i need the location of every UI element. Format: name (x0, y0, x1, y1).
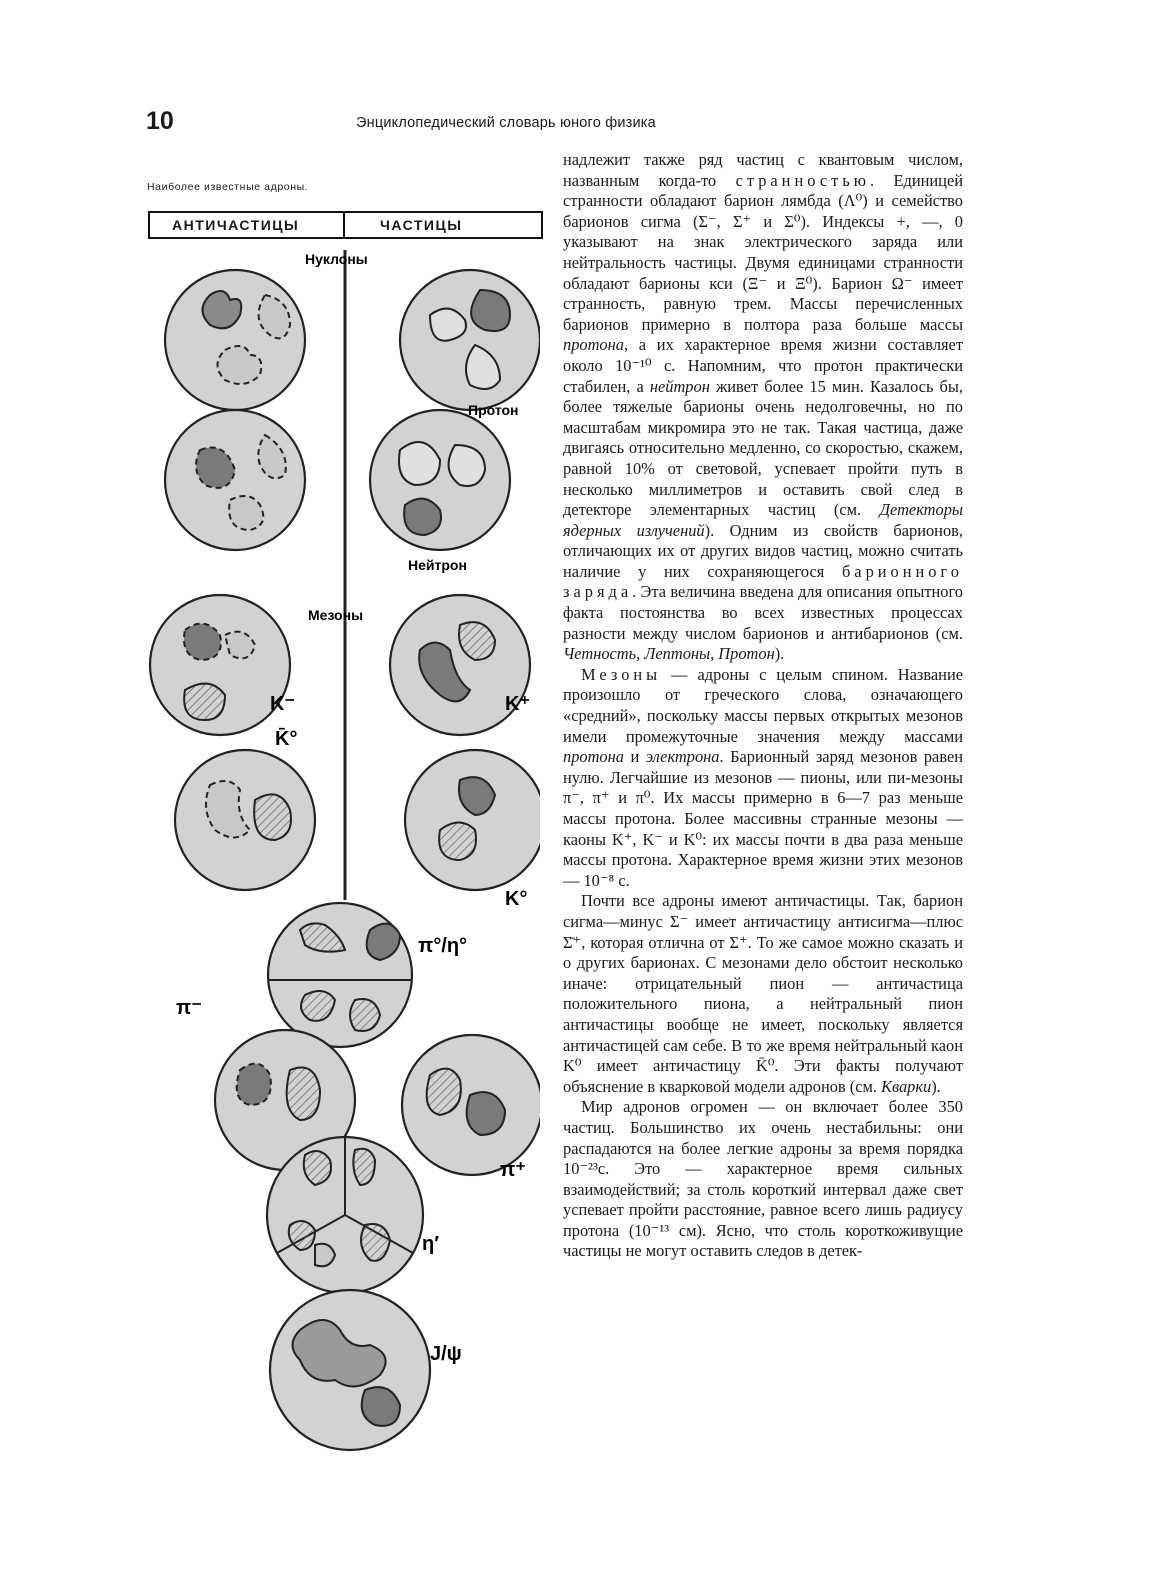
k0-bar-circle (175, 750, 315, 890)
header-divider (343, 211, 345, 239)
col-particles: ЧАСТИЦЫ (380, 217, 463, 233)
page-number: 10 (146, 107, 174, 135)
hadrons-figure (140, 240, 540, 1470)
antiproton-circle (165, 270, 305, 410)
label-pi0-eta0: π°/η° (418, 935, 468, 957)
running-title: Энциклопедический словарь юного физика (356, 115, 656, 131)
label-proton: Протон (468, 402, 519, 418)
paragraph-baryons: надлежит также ряд частиц с квантовым числом, названным когда-то странностью. Единицей странности обладают барион лямбда (Λ⁰) и семейство барионов сигма (Σ⁻, Σ⁺ и Σ⁰). Индексы +, —, 0 указывают на знак электрического заряда или нейтральность частицы. Двумя единицами странности обладают барионы кси (Ξ⁻ и Ξ⁰). Барион Ω⁻ имеет странность, равную трем. Массы перечисленных барионов примерно в полтора раза больше массы протона, а их характерное время жизни составляет около 10⁻¹⁰ с. Напомним, что протон практически стабилен, а нейтрон живет более 15 мин. Казалось бы, более тяжелые барионы очень недолговечны, но по масштабам микромира это не так. Такая частица, даже двигаясь относительно медленно, со скоростью, скажем, равной 10% от световой, успевает пройти путь в несколько миллиметров и оставить свой след в детекторе элементарных частиц (см. Детекторы ядерных излучений). Одним из свойств барионов, отличающих их от других видов частиц, можно считать наличие у них сохраняющегося барионного заряда. Эта величина введена для описания опытного факта постоянства во всех известных процессах разности между числом барионов и антибарионов (см. Четность, Лептоны, Протон). (563, 150, 963, 664)
label-jpsi: J/ψ (430, 1343, 462, 1365)
label-k0: K° (505, 888, 528, 910)
k0-circle (405, 750, 540, 890)
label-k-minus: K⁻ (270, 693, 295, 715)
label-pi-minus: π⁻ (176, 997, 202, 1019)
proton-circle (400, 270, 540, 410)
label-pi-plus: π⁺ (500, 1159, 526, 1181)
label-k-plus: K⁺ (505, 693, 530, 715)
paragraph-mesons: Мезоны — адроны с целым спином. Название произошло от греческого слова, означающего «средний», поскольку массы первых открытых мезонов имели промежуточные значения между массами протона и электрона. Барионный заряд мезонов равен нулю. Легчайшие из мезонов — пионы, или пи-мезоны π⁻, π⁺ и π⁰. Их массы примерно в 6—7 раз меньше массы протона. Более массивны странные мезоны — каоны K⁺, K⁻ и K⁰: их массы почти в два раза меньше массы протона. Характерное время жизни этих мезонов — 10⁻⁸ с. (563, 664, 964, 890)
label-neutron: Нейтрон (408, 557, 467, 573)
antineutron-circle (165, 410, 305, 550)
neutron-circle (370, 410, 510, 550)
figure-column-header (148, 211, 543, 239)
label-eta-prime: η′ (422, 1233, 440, 1255)
col-antiparticles: АНТИЧАСТИЦЫ (172, 217, 300, 233)
figure-caption: Наиболее известные адроны. (147, 181, 309, 193)
label-mesons: Мезоны (308, 607, 364, 623)
paragraph-antiparticles: Почти все адроны имеют античастицы. Так, барион сигма—минус Σ⁻ имеет античастицу антисигма—плюс Σ̄⁺, которая отлична от Σ⁺. То же самое можно сказать и о других барионах. С мезонами дело обстоит несколько иначе: отрицательный пион — античастица положительного пиона, а нейтральный пион античастицы вообще не имеет, поскольку является античастицей сам себе. В то же время нейтральный каон K⁰ имеет античастицу K̄⁰. Эти факты получают объяснение в кварковой модели адронов (см. Кварки). (563, 891, 963, 1096)
paragraph-hadron-world: Мир адронов огромен — он включает более 350 частиц. Большинство их очень нестабильны: они распадаются на более легкие адроны за время порядка 10⁻²³с. Это — характерное время сильных взаимодействий; за столь короткий интервал даже свет успевает пройти расстояние, равное всего лишь радиусу протона (10⁻¹³ см). Ясно, что столь короткоживущие частицы не могут оставить следов в детек- (563, 1097, 963, 1261)
label-nucleons: Нуклоны (305, 251, 368, 267)
label-k0-bar: K̄° (275, 728, 298, 750)
article-body (563, 150, 963, 1262)
